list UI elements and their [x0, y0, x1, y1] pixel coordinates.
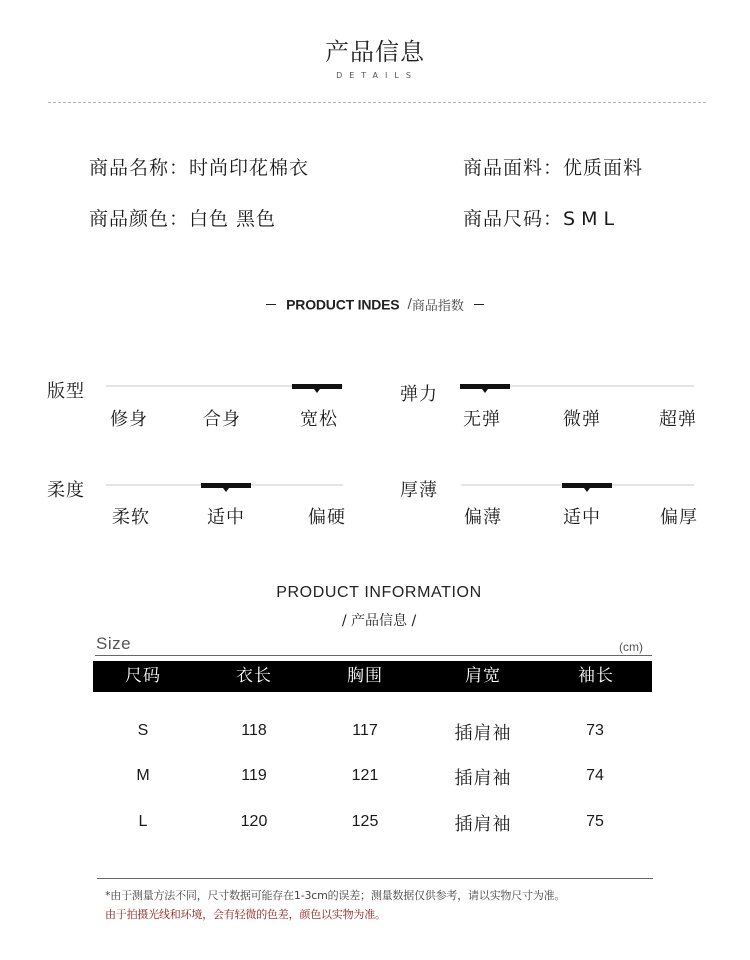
measurement-note: *由于测量方法不同，尺寸数据可能存在1-3cm的误差；测量数据仅供参考，请以实物尺寸为准。	[105, 889, 566, 902]
info-fabric-label: 商品面料：	[463, 157, 564, 179]
info-color-label: 商品颜色：	[89, 208, 190, 230]
page-subtitle: DETAILS	[336, 71, 418, 80]
size-header-cell: 尺码	[125, 666, 161, 686]
index-label-thickness: 厚薄	[400, 480, 438, 501]
info-section-english: PRODUCT INFORMATION	[276, 584, 482, 601]
size-cell: 73	[586, 722, 604, 739]
size-cell: M	[136, 767, 150, 784]
size-cell: 74	[586, 767, 604, 784]
size-cell: 117	[352, 722, 378, 739]
size-table-header	[93, 661, 652, 692]
index-option: 适中	[563, 507, 601, 528]
index-option: 微弹	[563, 409, 601, 430]
info-fabric-value: 优质面料	[563, 157, 644, 179]
size-unit: (cm)	[619, 640, 643, 654]
table-row	[93, 812, 652, 834]
index-section-slash: /	[407, 297, 412, 312]
size-cell: 125	[351, 813, 379, 830]
index-marker-softness	[201, 483, 251, 488]
index-marker-fit	[292, 384, 342, 389]
bottom-rule	[97, 878, 653, 879]
info-size-label: 商品尺码：	[463, 208, 564, 230]
index-section-chinese: 商品指数	[411, 299, 464, 314]
index-option: 柔软	[112, 507, 150, 528]
size-cell: 插肩袖	[454, 768, 512, 789]
size-cell: 插肩袖	[454, 723, 512, 744]
index-label-elasticity: 弹力	[400, 384, 438, 405]
color-note: 由于拍摄光线和环境，会有轻微的色差，颜色以实物为准。	[105, 908, 386, 921]
info-color	[89, 204, 276, 231]
size-cell: 120	[240, 813, 268, 830]
dash-left	[266, 304, 276, 305]
size-cell: L	[138, 813, 148, 830]
index-option: 偏厚	[660, 507, 698, 528]
dotted-divider	[48, 102, 706, 103]
size-cell: 75	[586, 813, 604, 830]
index-option: 宽松	[300, 409, 338, 430]
info-color-value: 白色 黑色	[189, 208, 277, 230]
info-name-label: 商品名称：	[89, 157, 190, 179]
index-option: 超弹	[659, 409, 697, 430]
size-header-cell: 衣长	[236, 666, 272, 686]
size-header-cell: 肩宽	[465, 666, 501, 686]
index-option: 偏硬	[308, 507, 346, 528]
size-cell: 119	[241, 767, 267, 784]
info-size	[463, 204, 620, 231]
index-section-header	[0, 294, 750, 314]
info-product-name	[89, 153, 309, 180]
index-option: 合身	[203, 409, 241, 430]
size-header-cell: 袖长	[578, 666, 614, 686]
table-row	[93, 766, 652, 788]
dash-right	[474, 304, 484, 305]
size-cell: 118	[241, 722, 267, 739]
index-option: 无弹	[463, 409, 501, 430]
size-caption: Size	[96, 634, 132, 653]
index-option: 修身	[110, 409, 148, 430]
table-row	[93, 721, 652, 743]
index-marker-thickness	[562, 483, 612, 488]
index-option: 偏薄	[464, 507, 502, 528]
page-title: 产品信息	[325, 38, 425, 66]
index-label-fit: 版型	[47, 381, 85, 402]
info-fabric	[463, 153, 643, 180]
index-marker-elasticity	[460, 384, 510, 389]
info-size-value: SML	[563, 208, 621, 230]
index-option: 适中	[207, 507, 245, 528]
info-name-value: 时尚印花棉衣	[189, 157, 310, 179]
size-header-cell: 胸围	[347, 666, 383, 686]
size-cell: 插肩袖	[454, 814, 512, 835]
index-label-softness: 柔度	[47, 480, 85, 501]
size-rule	[95, 655, 652, 656]
size-cell: 121	[351, 767, 379, 784]
size-cell: S	[137, 722, 149, 739]
index-section-english: PRODUCT INDES	[286, 296, 400, 313]
info-section-chinese: / 产品信息 /	[341, 613, 417, 629]
